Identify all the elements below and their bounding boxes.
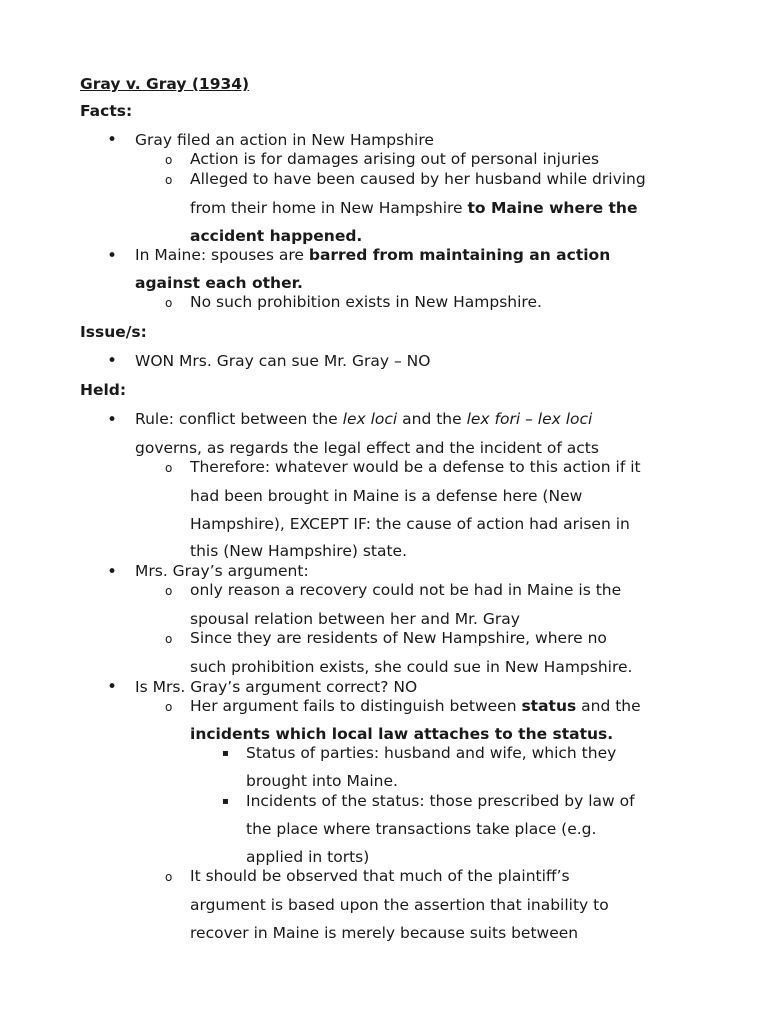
- held-argument-sub-2-line-2: such prohibition exists, she could sue in New Hampshire.: [190, 658, 633, 676]
- sub-bullet-marker: o: [165, 153, 173, 167]
- held-incidents-line-1: Incidents of the status: those prescribed by law of: [246, 792, 635, 810]
- sub-bullet-marker: o: [165, 584, 173, 598]
- held-rule-sub-line-4: this (New Hampshire) state.: [190, 542, 408, 560]
- held-correct-sub-1-line-1: Her argument fails to distinguish between status and the: [190, 697, 641, 715]
- held-observation-line-2: argument is based upon the assertion that inability to: [190, 896, 609, 914]
- facts-sub-bullet-2-line-2: from their home in New Hampshire to Maine where the: [190, 199, 638, 217]
- case-title: Gray v. Gray (1934): [80, 75, 250, 93]
- issues-heading: Issue/s:: [80, 323, 147, 341]
- held-rule-sub-line-3: Hampshire), EXCEPT IF: the cause of action had arisen in: [190, 515, 630, 533]
- facts-sub-bullet-2-line-3: accident happened.: [190, 227, 363, 245]
- issues-bullet-1: WON Mrs. Gray can sue Mr. Gray – NO: [135, 352, 431, 370]
- sub-bullet-marker: o: [165, 173, 173, 187]
- held-argument-sub-2-line-1: Since they are residents of New Hampshire, where no: [190, 629, 607, 647]
- facts-heading: Facts:: [80, 102, 133, 120]
- held-observation-line-1: It should be observed that much of the plaintiff’s: [190, 867, 570, 885]
- held-rule-line-2: governs, as regards the legal effect and the incident of acts: [135, 439, 599, 457]
- facts-sub-bullet-2-line-1: Alleged to have been caused by her husband while driving: [190, 170, 646, 188]
- held-status-line-1: Status of parties: husband and wife, which they: [246, 744, 617, 762]
- held-incidents-line-3: applied in torts): [246, 848, 370, 866]
- bullet-marker: •: [107, 677, 118, 697]
- sub-sub-bullet-marker: ▪: [222, 796, 229, 807]
- sub-bullet-marker: o: [165, 870, 173, 884]
- facts-bullet-2-line-2: against each other.: [135, 274, 303, 292]
- held-correct-question: Is Mrs. Gray’s argument correct? NO: [135, 678, 418, 696]
- held-rule-line-1: Rule: conflict between the lex loci and the lex fori – lex loci: [135, 410, 593, 428]
- held-observation-line-3: recover in Maine is merely because suits between: [190, 924, 579, 942]
- facts-bullet-2-line-1: In Maine: spouses are barred from maintaining an action: [135, 246, 611, 264]
- held-rule-sub-line-1: Therefore: whatever would be a defense to this action if it: [190, 458, 641, 476]
- bullet-marker: •: [107, 562, 118, 582]
- held-rule-sub-line-2: had been brought in Maine is a defense here (New: [190, 487, 583, 505]
- bullet-marker: •: [107, 246, 118, 266]
- sub-bullet-marker: o: [165, 296, 173, 310]
- sub-bullet-marker: o: [165, 700, 173, 714]
- facts-bullet-1: Gray filed an action in New Hampshire: [135, 131, 434, 149]
- held-status-line-2: brought into Maine.: [246, 772, 398, 790]
- held-argument-sub-1-line-1: only reason a recovery could not be had in Maine is the: [190, 581, 622, 599]
- held-correct-sub-1-line-2: incidents which local law attaches to the status.: [190, 725, 614, 743]
- bullet-marker: •: [107, 410, 118, 430]
- sub-bullet-marker: o: [165, 632, 173, 646]
- held-heading: Held:: [80, 381, 127, 399]
- bullet-marker: •: [107, 130, 118, 150]
- sub-sub-bullet-marker: ▪: [222, 748, 229, 759]
- bullet-marker: •: [107, 351, 118, 371]
- held-argument-sub-1-line-2: spousal relation between her and Mr. Gray: [190, 610, 520, 628]
- held-incidents-line-2: the place where transactions take place (e.g.: [246, 820, 597, 838]
- facts-sub-bullet-1: Action is for damages arising out of personal injuries: [190, 150, 600, 168]
- held-argument: Mrs. Gray’s argument:: [135, 562, 309, 580]
- facts-sub-bullet-3: No such prohibition exists in New Hampshire.: [190, 293, 542, 311]
- sub-bullet-marker: o: [165, 461, 173, 475]
